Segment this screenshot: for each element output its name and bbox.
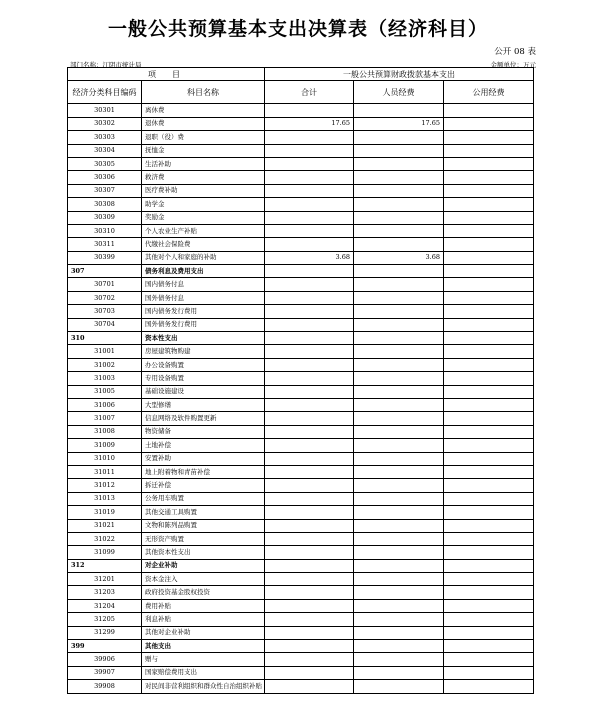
personnel-cell <box>354 184 444 197</box>
personnel-cell <box>354 479 444 492</box>
personnel-cell <box>354 171 444 184</box>
table-row <box>68 345 534 358</box>
personnel-cell <box>354 224 444 237</box>
public-cell <box>444 599 534 612</box>
total-cell <box>265 372 354 385</box>
name-cell: 地上附着物和青苗补偿 <box>142 465 265 478</box>
name-cell: 国外债务发行费用 <box>142 318 265 331</box>
personnel-cell <box>354 626 444 639</box>
code-cell: 399 <box>68 640 142 653</box>
public-cell <box>444 104 534 117</box>
total-cell <box>265 144 354 157</box>
total-cell <box>265 680 354 693</box>
total-cell <box>265 265 354 278</box>
table-row <box>68 626 534 639</box>
total-cell <box>265 666 354 679</box>
name-cell: 专用设备购置 <box>142 372 265 385</box>
name-cell: 公务用车购置 <box>142 492 265 505</box>
table-row <box>68 666 534 679</box>
personnel-cell: 17.65 <box>354 117 444 130</box>
personnel-cell <box>354 345 444 358</box>
total-cell <box>265 559 354 572</box>
table-row <box>68 251 534 264</box>
name-cell: 基础设施建设 <box>142 385 265 398</box>
public-cell <box>444 224 534 237</box>
name-cell: 文物和陈列品购置 <box>142 519 265 532</box>
name-cell: 政府投资基金股权投资 <box>142 586 265 599</box>
name-cell: 生活补助 <box>142 157 265 170</box>
total-cell <box>265 492 354 505</box>
header-personnel: 人员经费 <box>354 81 444 104</box>
total-cell <box>265 452 354 465</box>
total-cell <box>265 613 354 626</box>
personnel-cell <box>354 653 444 666</box>
personnel-cell <box>354 238 444 251</box>
table-row <box>68 305 534 318</box>
code-cell: 39907 <box>68 666 142 679</box>
table-row <box>68 372 534 385</box>
personnel-cell <box>354 452 444 465</box>
name-cell: 利息补贴 <box>142 613 265 626</box>
total-cell <box>265 653 354 666</box>
code-cell: 31010 <box>68 452 142 465</box>
code-cell: 30305 <box>68 157 142 170</box>
report-title: 一般公共预算基本支出决算表（经济科目） <box>107 18 488 40</box>
personnel-cell <box>354 104 444 117</box>
total-cell <box>265 224 354 237</box>
code-cell: 30704 <box>68 318 142 331</box>
personnel-cell <box>354 358 444 371</box>
name-cell: 国外债务付息 <box>142 291 265 304</box>
total-cell <box>265 278 354 291</box>
public-cell <box>444 626 534 639</box>
code-cell: 31012 <box>68 479 142 492</box>
code-cell: 30399 <box>68 251 142 264</box>
name-cell: 国家赔偿费用支出 <box>142 666 265 679</box>
table-row <box>68 265 534 278</box>
code-cell: 39906 <box>68 653 142 666</box>
name-cell: 抚恤金 <box>142 144 265 157</box>
form-number: 公开 08 表 <box>494 47 536 57</box>
table-row <box>68 492 534 505</box>
code-cell: 30301 <box>68 104 142 117</box>
name-cell: 安置补助 <box>142 452 265 465</box>
name-cell: 办公设备购置 <box>142 358 265 371</box>
public-cell <box>444 492 534 505</box>
code-cell: 31001 <box>68 345 142 358</box>
personnel-cell <box>354 640 444 653</box>
name-cell: 其他交通工具购置 <box>142 506 265 519</box>
total-cell <box>265 332 354 345</box>
code-cell: 31022 <box>68 532 142 545</box>
table-row <box>68 680 534 693</box>
name-cell: 国内债务付息 <box>142 278 265 291</box>
code-cell: 31009 <box>68 439 142 452</box>
code-cell: 31099 <box>68 546 142 559</box>
personnel-cell <box>354 680 444 693</box>
total-cell <box>265 171 354 184</box>
table-row <box>68 198 534 211</box>
total-cell <box>265 465 354 478</box>
name-cell: 助学金 <box>142 198 265 211</box>
public-cell <box>444 144 534 157</box>
total-cell <box>265 586 354 599</box>
table-row <box>68 479 534 492</box>
name-cell: 拆迁补偿 <box>142 479 265 492</box>
table-row <box>68 653 534 666</box>
personnel-cell <box>354 412 444 425</box>
department-name: 部门名称：江阴市统计局 <box>70 61 142 69</box>
name-cell: 奖励金 <box>142 211 265 224</box>
name-cell: 其他对企业补助 <box>142 626 265 639</box>
name-cell: 赠与 <box>142 653 265 666</box>
personnel-cell <box>354 265 444 278</box>
total-cell <box>265 305 354 318</box>
personnel-cell <box>354 278 444 291</box>
name-cell: 费用补贴 <box>142 599 265 612</box>
total-cell <box>265 506 354 519</box>
code-cell: 30302 <box>68 117 142 130</box>
code-cell: 31006 <box>68 398 142 411</box>
total-cell <box>265 131 354 144</box>
total-cell <box>265 573 354 586</box>
public-cell <box>444 345 534 358</box>
name-cell: 土地补偿 <box>142 439 265 452</box>
code-cell: 30308 <box>68 198 142 211</box>
total-cell <box>265 385 354 398</box>
public-cell <box>444 425 534 438</box>
table-row <box>68 465 534 478</box>
personnel-cell <box>354 157 444 170</box>
total-cell <box>265 358 354 371</box>
code-cell: 30304 <box>68 144 142 157</box>
public-cell <box>444 532 534 545</box>
header-row-2 <box>68 81 534 104</box>
code-cell: 307 <box>68 265 142 278</box>
personnel-cell <box>354 318 444 331</box>
name-cell: 其他对个人和家庭的补助 <box>142 251 265 264</box>
personnel-cell <box>354 398 444 411</box>
code-cell: 312 <box>68 559 142 572</box>
code-cell: 31203 <box>68 586 142 599</box>
header-code: 经济分类科目编码 <box>68 81 142 104</box>
header-row-1 <box>68 68 534 81</box>
total-cell: 17.65 <box>265 117 354 130</box>
name-cell: 无形资产购置 <box>142 532 265 545</box>
name-cell: 其他支出 <box>142 640 265 653</box>
table-row <box>68 184 534 197</box>
personnel-cell <box>354 332 444 345</box>
name-cell: 退休费 <box>142 117 265 130</box>
total-cell <box>265 157 354 170</box>
table-row <box>68 157 534 170</box>
name-cell: 代缴社会保险费 <box>142 238 265 251</box>
code-cell: 30311 <box>68 238 142 251</box>
code-cell: 31002 <box>68 358 142 371</box>
total-cell <box>265 439 354 452</box>
table-row <box>68 559 534 572</box>
public-cell <box>444 238 534 251</box>
public-cell <box>444 318 534 331</box>
code-cell: 310 <box>68 332 142 345</box>
table-row <box>68 519 534 532</box>
total-cell <box>265 318 354 331</box>
table-row <box>68 358 534 371</box>
table-row <box>68 573 534 586</box>
public-cell <box>444 465 534 478</box>
header-public: 公用经费 <box>444 81 534 104</box>
personnel-cell <box>354 131 444 144</box>
public-cell <box>444 439 534 452</box>
public-cell <box>444 452 534 465</box>
public-cell <box>444 305 534 318</box>
total-cell <box>265 626 354 639</box>
name-cell: 资本性支出 <box>142 332 265 345</box>
code-cell: 31007 <box>68 412 142 425</box>
public-cell <box>444 358 534 371</box>
table-row <box>68 640 534 653</box>
public-cell <box>444 666 534 679</box>
public-cell <box>444 117 534 130</box>
total-cell <box>265 599 354 612</box>
total-cell <box>265 238 354 251</box>
total-cell <box>265 198 354 211</box>
public-cell <box>444 479 534 492</box>
personnel-cell <box>354 599 444 612</box>
personnel-cell <box>354 532 444 545</box>
name-cell: 房屋建筑物购建 <box>142 345 265 358</box>
personnel-cell <box>354 666 444 679</box>
table-row <box>68 211 534 224</box>
public-cell <box>444 291 534 304</box>
personnel-cell <box>354 439 444 452</box>
public-cell <box>444 157 534 170</box>
table-row <box>68 104 534 117</box>
code-cell: 31005 <box>68 385 142 398</box>
total-cell <box>265 291 354 304</box>
name-cell: 大型修缮 <box>142 398 265 411</box>
table-row <box>68 506 534 519</box>
code-cell: 30307 <box>68 184 142 197</box>
table-row <box>68 291 534 304</box>
code-cell: 30306 <box>68 171 142 184</box>
code-cell: 30701 <box>68 278 142 291</box>
header-name: 科目名称 <box>142 81 265 104</box>
code-cell: 30303 <box>68 131 142 144</box>
table-row <box>68 398 534 411</box>
public-cell <box>444 171 534 184</box>
personnel-cell <box>354 506 444 519</box>
code-cell: 39908 <box>68 680 142 693</box>
table-row <box>68 117 534 130</box>
name-cell: 救济费 <box>142 171 265 184</box>
table-row <box>68 532 534 545</box>
personnel-cell <box>354 519 444 532</box>
table-row <box>68 452 534 465</box>
public-cell <box>444 680 534 693</box>
header-item: 项 目 <box>68 68 265 81</box>
total-cell <box>265 398 354 411</box>
total-cell <box>265 412 354 425</box>
public-cell <box>444 332 534 345</box>
table-row <box>68 439 534 452</box>
code-cell: 31008 <box>68 425 142 438</box>
code-cell: 31021 <box>68 519 142 532</box>
name-cell: 对民间非营利组织和群众性自治组织补贴 <box>142 680 265 693</box>
table-row <box>68 171 534 184</box>
public-cell <box>444 546 534 559</box>
public-cell <box>444 184 534 197</box>
public-cell <box>444 131 534 144</box>
expenditure-table <box>67 67 534 694</box>
table-row <box>68 131 534 144</box>
public-cell <box>444 265 534 278</box>
name-cell: 物资储备 <box>142 425 265 438</box>
name-cell: 债务利息及费用支出 <box>142 265 265 278</box>
name-cell: 其他资本性支出 <box>142 546 265 559</box>
total-cell <box>265 532 354 545</box>
public-cell <box>444 506 534 519</box>
name-cell: 对企业补助 <box>142 559 265 572</box>
personnel-cell <box>354 198 444 211</box>
table-row <box>68 586 534 599</box>
name-cell: 退职（役）费 <box>142 131 265 144</box>
total-cell <box>265 104 354 117</box>
public-cell <box>444 278 534 291</box>
public-cell <box>444 573 534 586</box>
name-cell: 信息网络及软件购置更新 <box>142 412 265 425</box>
code-cell: 30702 <box>68 291 142 304</box>
total-cell <box>265 211 354 224</box>
personnel-cell: 3.68 <box>354 251 444 264</box>
table-row <box>68 144 534 157</box>
public-cell <box>444 586 534 599</box>
total-cell <box>265 425 354 438</box>
code-cell: 31299 <box>68 626 142 639</box>
total-cell <box>265 479 354 492</box>
code-cell: 31003 <box>68 372 142 385</box>
table-row <box>68 278 534 291</box>
table-row <box>68 425 534 438</box>
name-cell: 国内债务发行费用 <box>142 305 265 318</box>
total-cell <box>265 345 354 358</box>
table-row <box>68 546 534 559</box>
table-row <box>68 412 534 425</box>
table-row <box>68 318 534 331</box>
public-cell <box>444 519 534 532</box>
personnel-cell <box>354 613 444 626</box>
code-cell: 30309 <box>68 211 142 224</box>
personnel-cell <box>354 573 444 586</box>
public-cell <box>444 398 534 411</box>
personnel-cell <box>354 492 444 505</box>
public-cell <box>444 198 534 211</box>
code-cell: 31201 <box>68 573 142 586</box>
personnel-cell <box>354 546 444 559</box>
personnel-cell <box>354 372 444 385</box>
public-cell <box>444 211 534 224</box>
code-cell: 31013 <box>68 492 142 505</box>
table-row <box>68 224 534 237</box>
code-cell: 31204 <box>68 599 142 612</box>
total-cell <box>265 519 354 532</box>
code-cell: 31019 <box>68 506 142 519</box>
personnel-cell <box>354 305 444 318</box>
total-cell <box>265 184 354 197</box>
personnel-cell <box>354 385 444 398</box>
personnel-cell <box>354 559 444 572</box>
name-cell: 医疗费补助 <box>142 184 265 197</box>
personnel-cell <box>354 144 444 157</box>
table-row <box>68 613 534 626</box>
public-cell <box>444 372 534 385</box>
header-total: 合计 <box>265 81 354 104</box>
personnel-cell <box>354 465 444 478</box>
code-cell: 31011 <box>68 465 142 478</box>
code-cell: 31205 <box>68 613 142 626</box>
code-cell: 30703 <box>68 305 142 318</box>
personnel-cell <box>354 586 444 599</box>
total-cell <box>265 640 354 653</box>
personnel-cell <box>354 291 444 304</box>
name-cell: 离休费 <box>142 104 265 117</box>
public-cell <box>444 385 534 398</box>
public-cell <box>444 251 534 264</box>
header-group: 一般公共预算财政拨款基本支出 <box>265 68 534 81</box>
public-cell <box>444 640 534 653</box>
table-row <box>68 332 534 345</box>
table-row <box>68 385 534 398</box>
amount-unit: 金额单位：万元 <box>490 61 536 69</box>
personnel-cell <box>354 211 444 224</box>
public-cell <box>444 559 534 572</box>
public-cell <box>444 653 534 666</box>
public-cell <box>444 613 534 626</box>
total-cell: 3.68 <box>265 251 354 264</box>
code-cell: 30310 <box>68 224 142 237</box>
total-cell <box>265 546 354 559</box>
table-row <box>68 238 534 251</box>
public-cell <box>444 412 534 425</box>
table-row <box>68 599 534 612</box>
personnel-cell <box>354 425 444 438</box>
name-cell: 资本金注入 <box>142 573 265 586</box>
name-cell: 个人农业生产补贴 <box>142 224 265 237</box>
